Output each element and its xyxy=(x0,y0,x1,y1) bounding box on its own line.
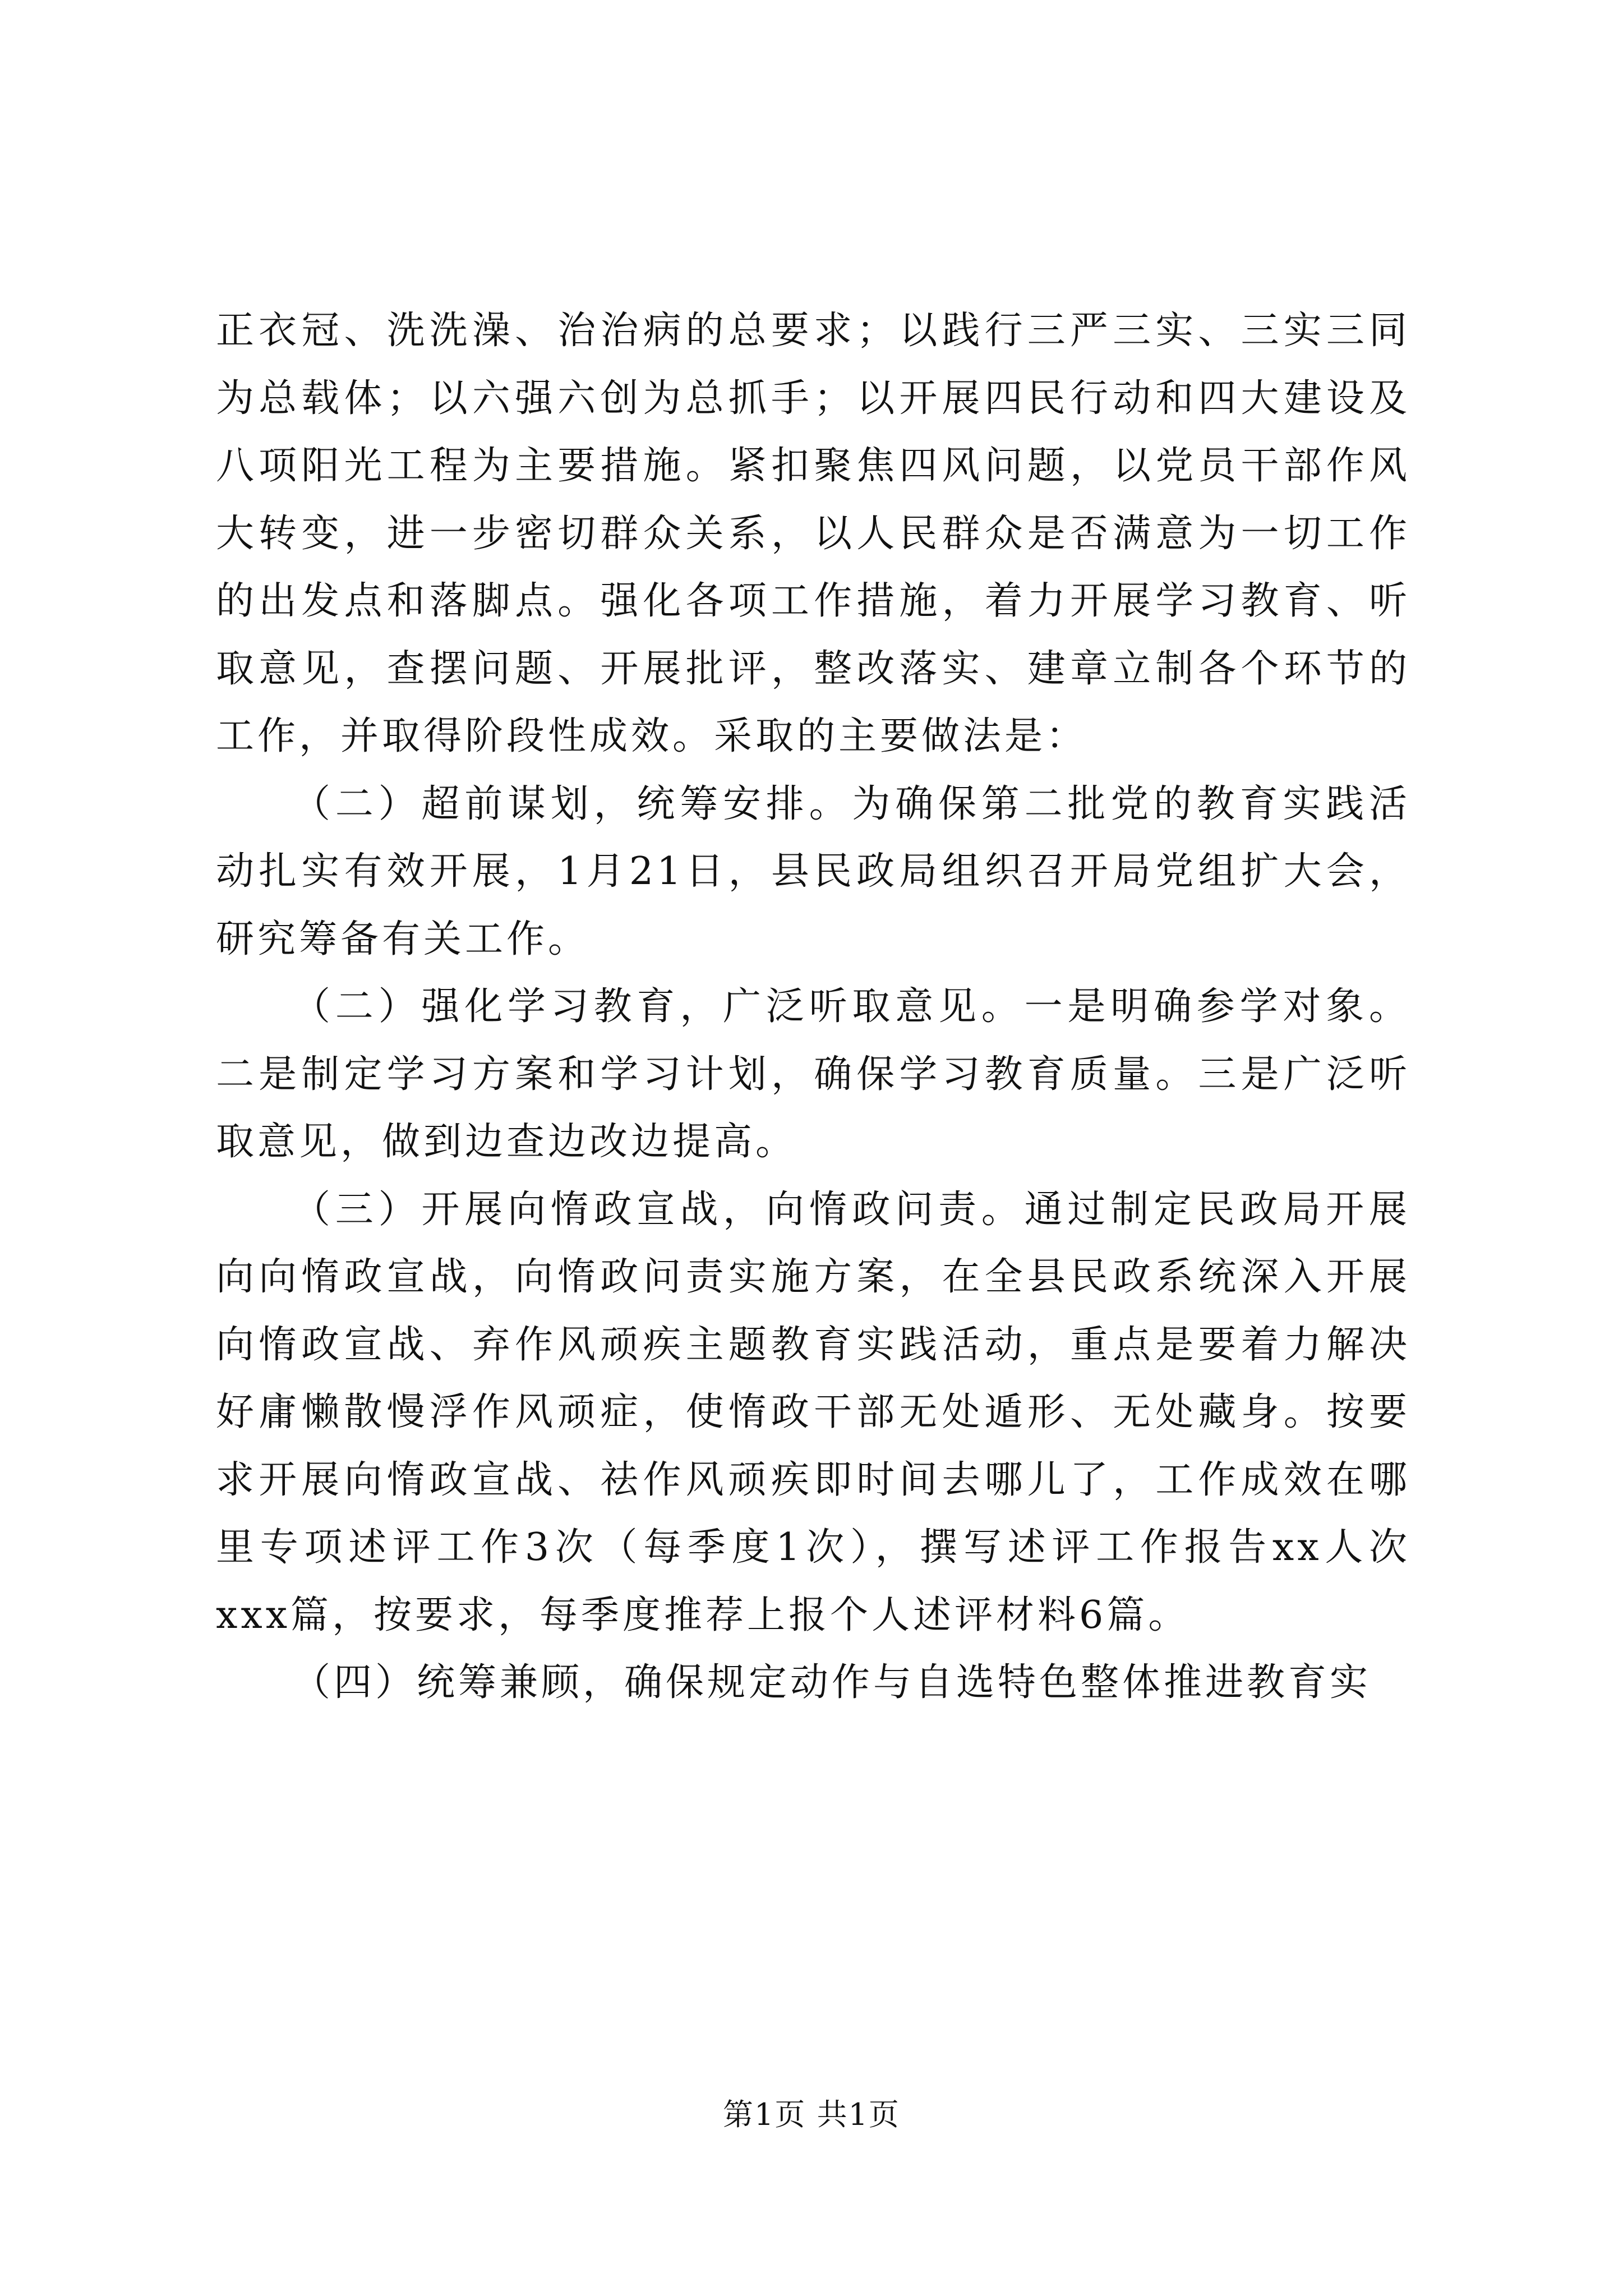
paragraph-study-education: （二）强化学习教育，广泛听取意见。一是明确参学对象。二是制定学习方案和学习计划，确保学习教育质量。三是广泛听取意见，做到边查边改边提高。 xyxy=(216,984,1410,1164)
page-footer xyxy=(0,2095,1623,2134)
paragraph-inaction-campaign: （三）开展向惰政宣战，向惰政问责。通过制定民政局开展向向惰政宣战，向惰政问责实施方案，在全县民政系统深入开展向惰政宣战、弃作风顽疾主题教育实践活动，重点是要着力解决好庸懒散慢浮作风顽症，使惰政干部无处遁形、无处藏身。按要求开展向惰政宣战、祛作风顽疾即时间去哪儿了，工作成效在哪里专项述评工作3次（每季度1次），撰写述评工作报告xx人次xxx篇，按要求，每季度推荐上报个人述评材料6篇。 xyxy=(216,1187,1410,1637)
paragraph-continuation: 正衣冠、洗洗澡、治治病的总要求；以践行三严三实、三实三同为总载体；以六强六创为总抓手；以开展四民行动和四大建设及八项阳光工程为主要措施。紧扣聚焦四风问题，以党员干部作风大转变，进一步密切群众关系，以人民群众是否满意为一切工作的出发点和落脚点。强化各项工作措施，着力开展学习教育、听取意见，查摆问题、开展批评，整改落实、建章立制各个环节的工作，并取得阶段性成效。采取的主要做法是： xyxy=(216,309,1410,758)
page-indicator: 第1页 共1页 xyxy=(723,2097,900,2132)
paragraph-advance-planning: （二）超前谋划，统筹安排。为确保第二批党的教育实践活动扎实有效开展，1月21日，县民政局组织召开局党组扩大会，研究筹备有关工作。 xyxy=(216,781,1410,961)
document-body xyxy=(216,297,1410,1717)
paragraph-overall-coordination: （四）统筹兼顾，确保规定动作与自选特色整体推进教育实 xyxy=(292,1660,1372,1705)
